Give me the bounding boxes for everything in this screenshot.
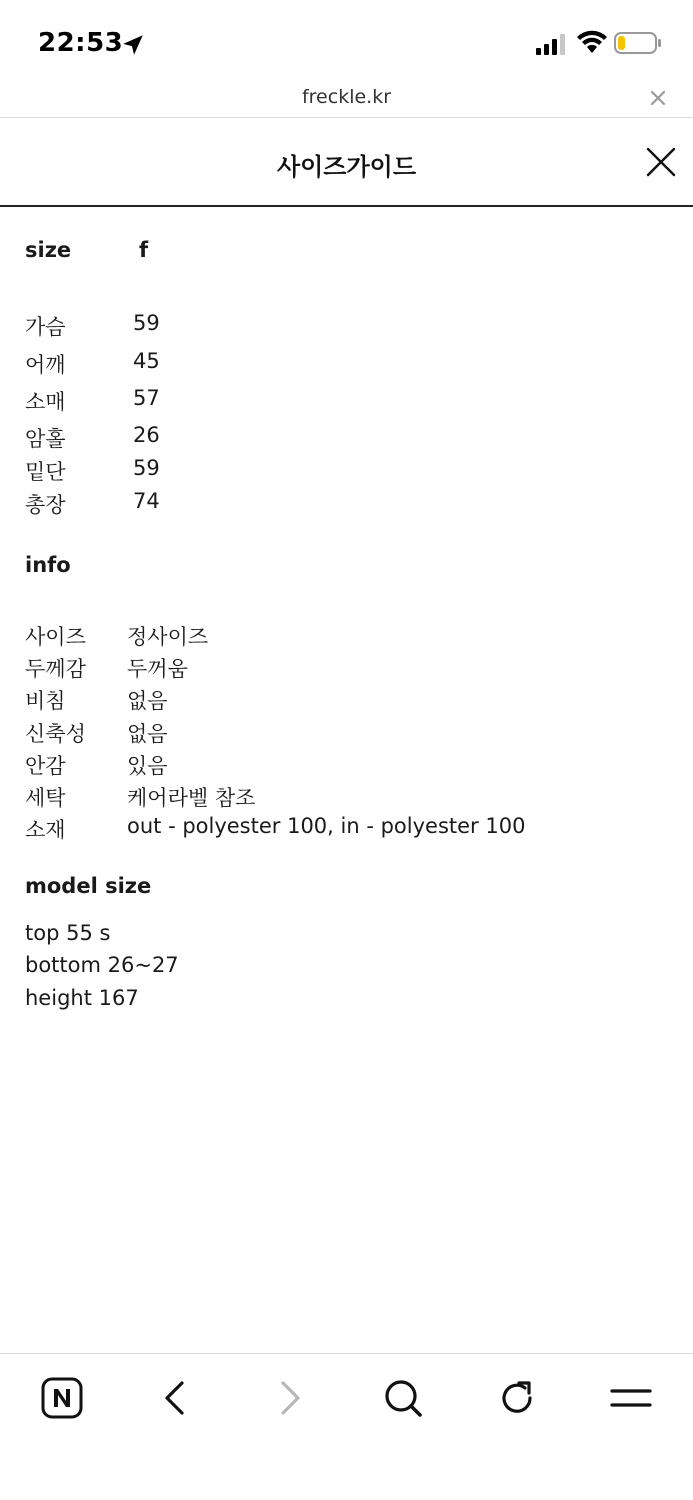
info-row-label: 신축성: [25, 722, 86, 746]
page-header: [0, 119, 693, 207]
size-row-label: 어깨: [25, 353, 66, 377]
info-row-value: 없음: [127, 722, 168, 746]
size-row-label: 총장: [25, 493, 66, 517]
menu-icon[interactable]: [609, 1376, 653, 1420]
info-row-value: 케어라벨 참조: [127, 786, 256, 810]
size-row-label: 소매: [25, 390, 66, 414]
size-row-value: 74: [133, 489, 160, 513]
info-row-value: 있음: [127, 754, 168, 778]
info-row-value: 정사이즈: [127, 625, 209, 649]
location-arrow-icon: [120, 32, 146, 58]
battery-icon: [614, 32, 662, 54]
size-row-label: 밑단: [25, 460, 66, 484]
page-title: 사이즈가이드: [276, 153, 417, 181]
size-heading-label: size: [25, 238, 72, 262]
model-line: height 167: [25, 986, 139, 1010]
status-time: 22:53: [38, 28, 124, 58]
wifi-icon: [577, 30, 607, 54]
info-row-label: 사이즈: [25, 625, 86, 649]
model-heading: model size: [25, 874, 152, 898]
info-heading: info: [25, 553, 71, 577]
url-bar: [0, 80, 693, 118]
info-row-value: out - polyester 100, in - polyester 100: [127, 814, 526, 838]
size-row-label: 암홀: [25, 427, 66, 451]
naver-home-icon[interactable]: [40, 1376, 84, 1420]
size-row-value: 59: [133, 311, 160, 335]
reload-icon[interactable]: [495, 1376, 539, 1420]
search-icon[interactable]: [381, 1376, 425, 1420]
size-heading-value: f: [139, 238, 149, 262]
status-bar: [0, 0, 693, 80]
size-row-value: 26: [133, 423, 160, 447]
close-icon[interactable]: [644, 145, 678, 179]
url-close-icon[interactable]: [648, 88, 668, 108]
info-row-label: 세탁: [25, 786, 66, 810]
back-icon[interactable]: [153, 1376, 197, 1420]
cellular-signal-icon: [536, 33, 570, 55]
model-line: bottom 26~27: [25, 953, 179, 977]
model-line: top 55 s: [25, 921, 111, 945]
url-text[interactable]: freckle.kr: [301, 86, 392, 108]
info-row-label: 안감: [25, 754, 66, 778]
forward-icon[interactable]: [268, 1376, 312, 1420]
size-row-value: 59: [133, 456, 160, 480]
info-row-label: 비침: [25, 689, 66, 713]
size-row-value: 45: [133, 349, 160, 373]
size-row-value: 57: [133, 386, 160, 410]
size-row-label: 가슴: [25, 315, 66, 339]
info-row-label: 두께감: [25, 657, 86, 681]
info-row-value: 없음: [127, 689, 168, 713]
info-row-value: 두꺼움: [127, 657, 188, 681]
info-row-label: 소재: [25, 818, 66, 842]
browser-toolbar: [0, 1353, 693, 1500]
